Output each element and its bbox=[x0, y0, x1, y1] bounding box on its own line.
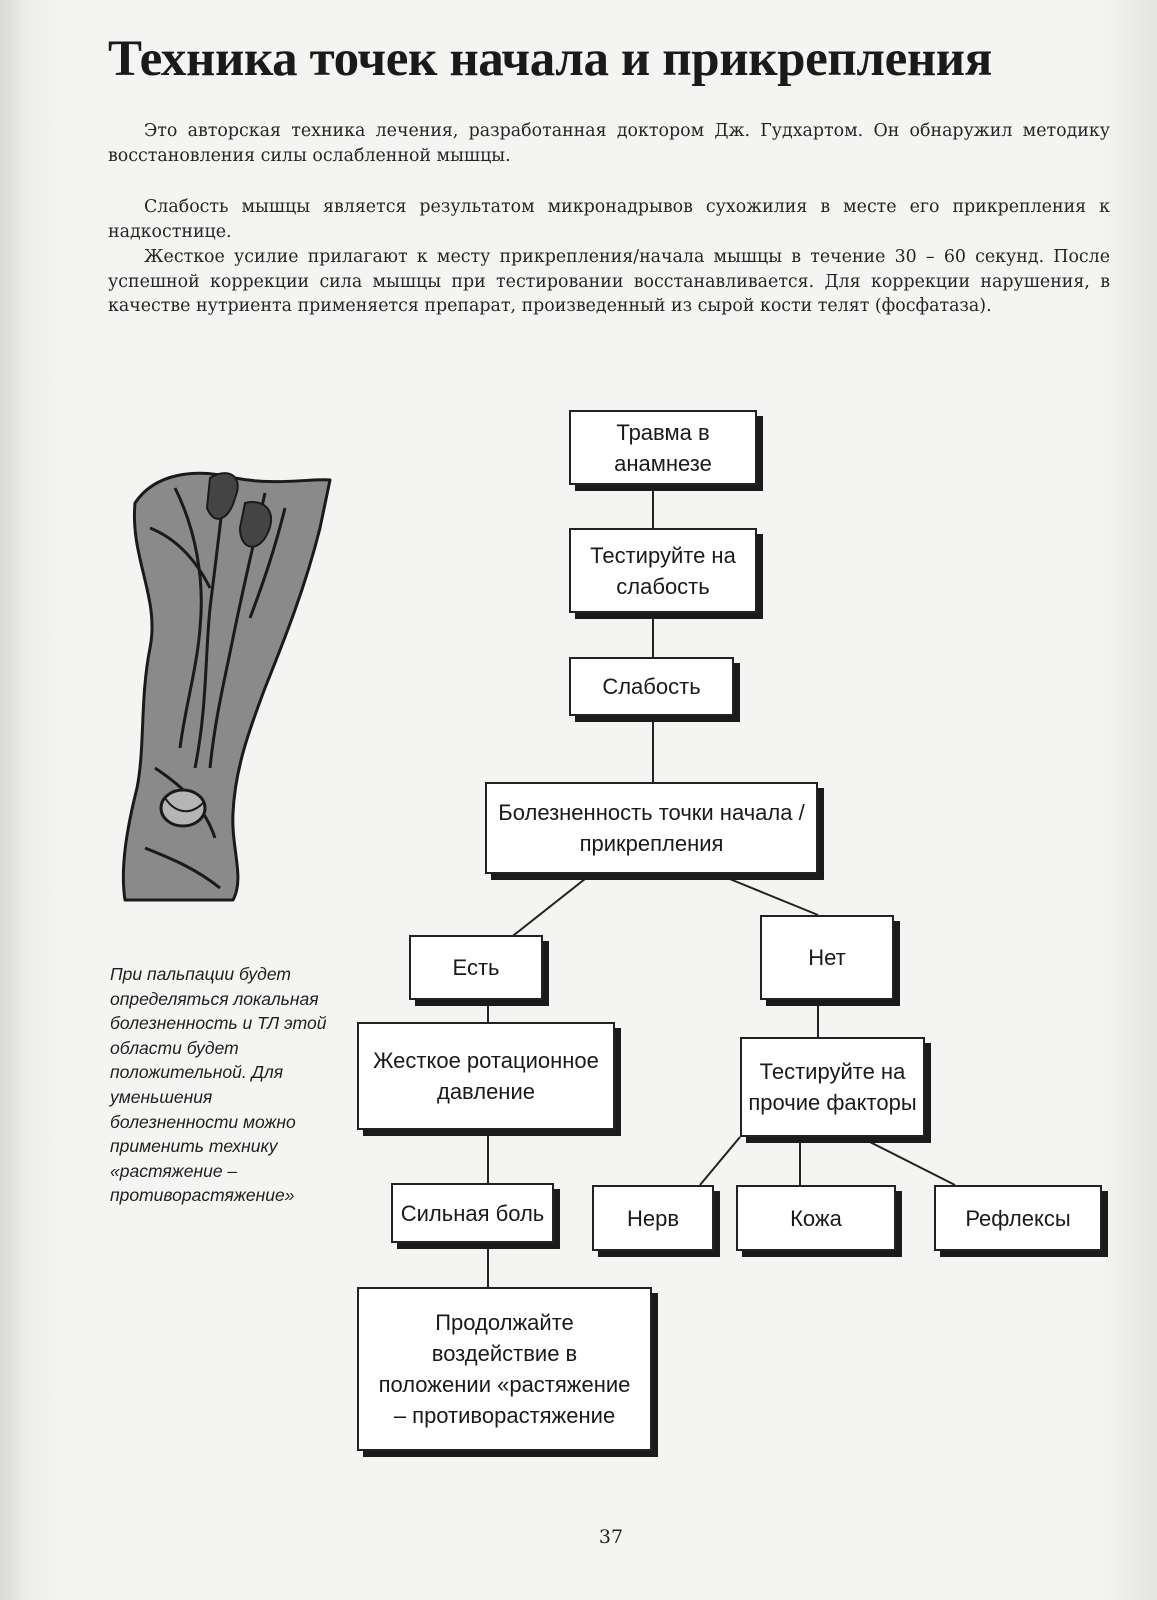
box-weakness: Слабость bbox=[569, 657, 734, 716]
paragraph-correction-text: Жесткое усилие прилагают к месту прикрепления/начала мышцы в течение 30 – 60 секунд. После успешной коррекции сила мышцы при тестировании восстанавливается. Для коррекции нарушения, в качестве нутриента применяется препарат, произведенный из сырой кости телят (фосфатаза). bbox=[108, 247, 1110, 316]
box-test-weakness: Тестируйте на слабость bbox=[569, 528, 757, 613]
box-trauma: Травма в анамнезе bbox=[569, 410, 757, 485]
box-yes: Есть bbox=[409, 935, 543, 1000]
page-title: Техника точек начала и прикрепления bbox=[108, 31, 992, 87]
paragraph-weakness-text: Слабость мышцы является результатом микронадрывов сухожилия в месте его прикрепления к надкостнице. bbox=[108, 197, 1110, 242]
page-number: 37 bbox=[598, 1526, 624, 1548]
box-strong-pain: Сильная боль bbox=[391, 1183, 554, 1243]
box-no: Нет bbox=[760, 915, 894, 1000]
box-test-other-factors: Тестируйте на прочие факторы bbox=[740, 1037, 925, 1137]
box-skin: Кожа bbox=[736, 1185, 896, 1251]
box-tenderness: Болезненность точки начала / прикрепления bbox=[485, 782, 818, 874]
illustration-caption: При пальпации будет определяться локальная болезненность и ТЛ этой области будет положительной. Для уменьшения болезненности можно применить технику «растяжение – противорастяжение» bbox=[110, 964, 327, 1206]
paragraph-intro-text: Это авторская техника лечения, разработанная доктором Дж. Гудхартом. Он обнаружил методику восстановления силы ослабленной мышцы. bbox=[108, 121, 1110, 166]
box-nerve: Нерв bbox=[592, 1185, 714, 1251]
box-continue-stretch: Продолжайте воздействие в положении «растяжение – противорастяжение bbox=[357, 1287, 652, 1451]
box-reflexes: Рефлексы bbox=[934, 1185, 1102, 1251]
box-rotational-pressure: Жесткое ротационное давление bbox=[357, 1022, 615, 1130]
